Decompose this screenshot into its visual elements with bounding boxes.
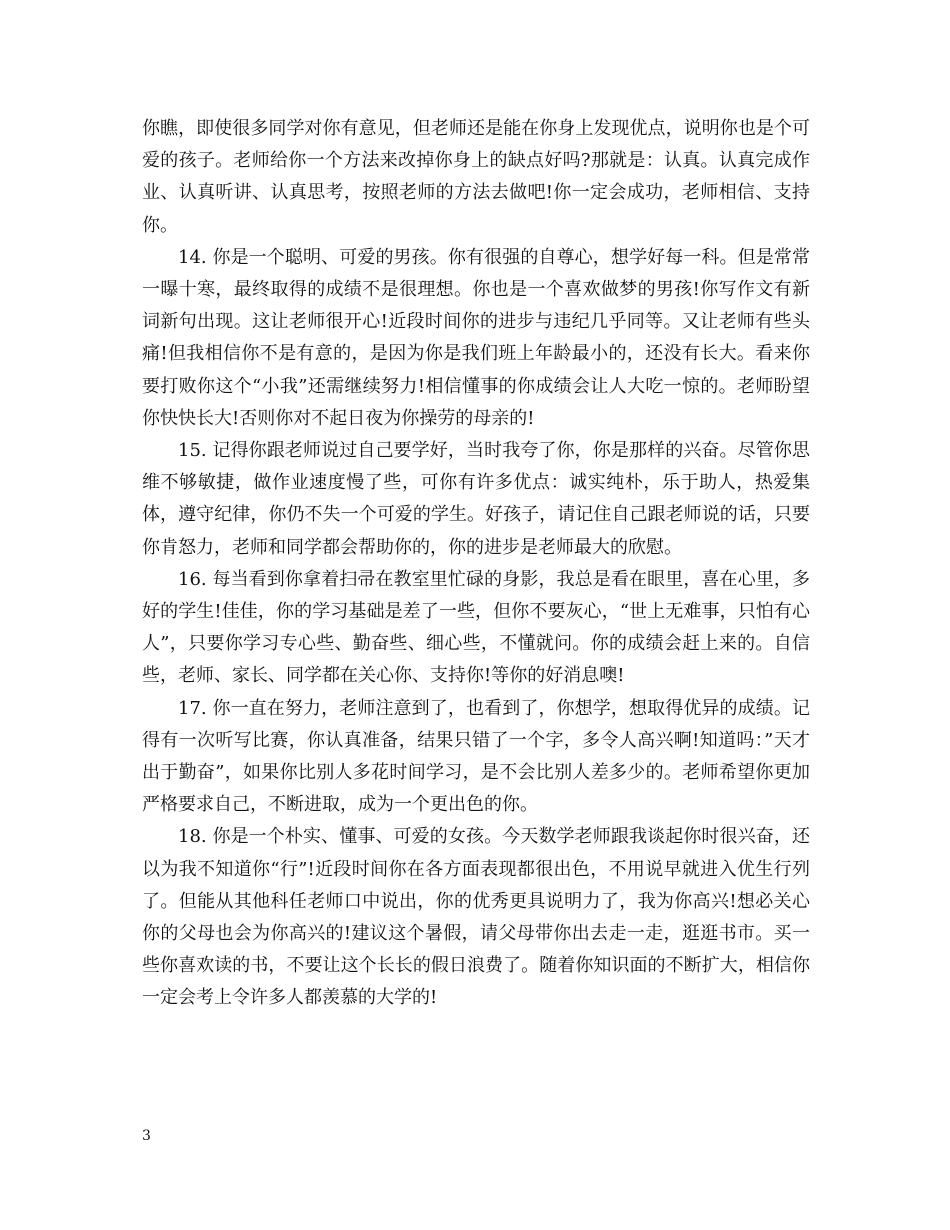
paragraph-comment-18: 18. 你是一个朴实、懂事、可爱的女孩。今天数学老师跟我谈起你时很兴奋，还以为我不知道你“行”!近段时间你在各方面表现都很出色，不用说早就进入优生行列了。但能从其他科任老师口中说出，你的优秀更具说明力了，我为你高兴!想必关心你的父母也会为你高兴的!建议这个暑假，请父母带你出去走一走，逛逛书市。买一些你喜欢读的书，不要让这个长长的假日浪费了。随着你知识面的不断扩大，相信你一定会考上令许多人都羡慕的大学的! — [142, 826, 810, 1009]
paragraph-comment-15: 15. 记得你跟老师说过自己要学好，当时我夸了你，你是那样的兴奋。尽管你思维不够敏捷，做作业速度慢了些，可你有许多优点：诚实纯朴，乐于助人，热爱集体，遵守纪律，你仍不失一个可爱的学生。好孩子，请记住自己跟老师说的话，只要你肯怒力，老师和同学都会帮助你的，你的进步是老师最大的欣慰。 — [142, 440, 810, 558]
paragraph-comment-14: 14. 你是一个聪明、可爱的男孩。你有很强的自尊心，想学好每一科。但是常常一曝十寒，最终取得的成绩不是很理想。你也是一个喜欢做梦的男孩!你写作文有新词新句出现。这让老师很开心!近段时间你的进步与违纪几乎同等。又让老师有些头痛!但我相信你不是有意的，是因为你是我们班上年龄最小的，还没有长大。看来你要打败你这个“小我”还需继续努力!相信懂事的你成绩会让人大吃一惊的。老师盼望你快快长大!否则你对不起日夜为你操劳的母亲的! — [142, 246, 810, 429]
paragraph-comment-17: 17. 你一直在努力，老师注意到了，也看到了，你想学，想取得优异的成绩。记得有一次听写比赛，你认真准备，结果只错了一个字，多令人高兴啊!知道吗：”天才出于勤奋”，如果你比别人多花时间学习，是不会比别人差多少的。老师希望你更加严格要求自己，不断进取，成为一个更出色的你。 — [142, 697, 810, 816]
page-number: 3 — [142, 1128, 151, 1144]
paragraph-continuation: 你瞧，即使很多同学对你有意见，但老师还是能在你身上发现优点，说明你也是个可爱的孩子。老师给你一个方法来改掉你身上的缺点好吗?那就是：认真。认真完成作业、认真听讲、认真思考，按照老师的方法去做吧!你一定会成功，老师相信、支持你。 — [142, 118, 810, 236]
document-body — [142, 113, 810, 1015]
paragraph-comment-16: 16. 每当看到你拿着扫帚在教室里忙碌的身影，我总是看在眼里，喜在心里，多好的学生!佳佳，你的学习基础是差了一些，但你不要灰心，“世上无难事，只怕有心人”，只要你学习专心些、勤奋些、细心些，不懂就问。你的成绩会赶上来的。自信些，老师、家长、同学都在关心你、支持你!等你的好消息噢! — [142, 568, 810, 687]
